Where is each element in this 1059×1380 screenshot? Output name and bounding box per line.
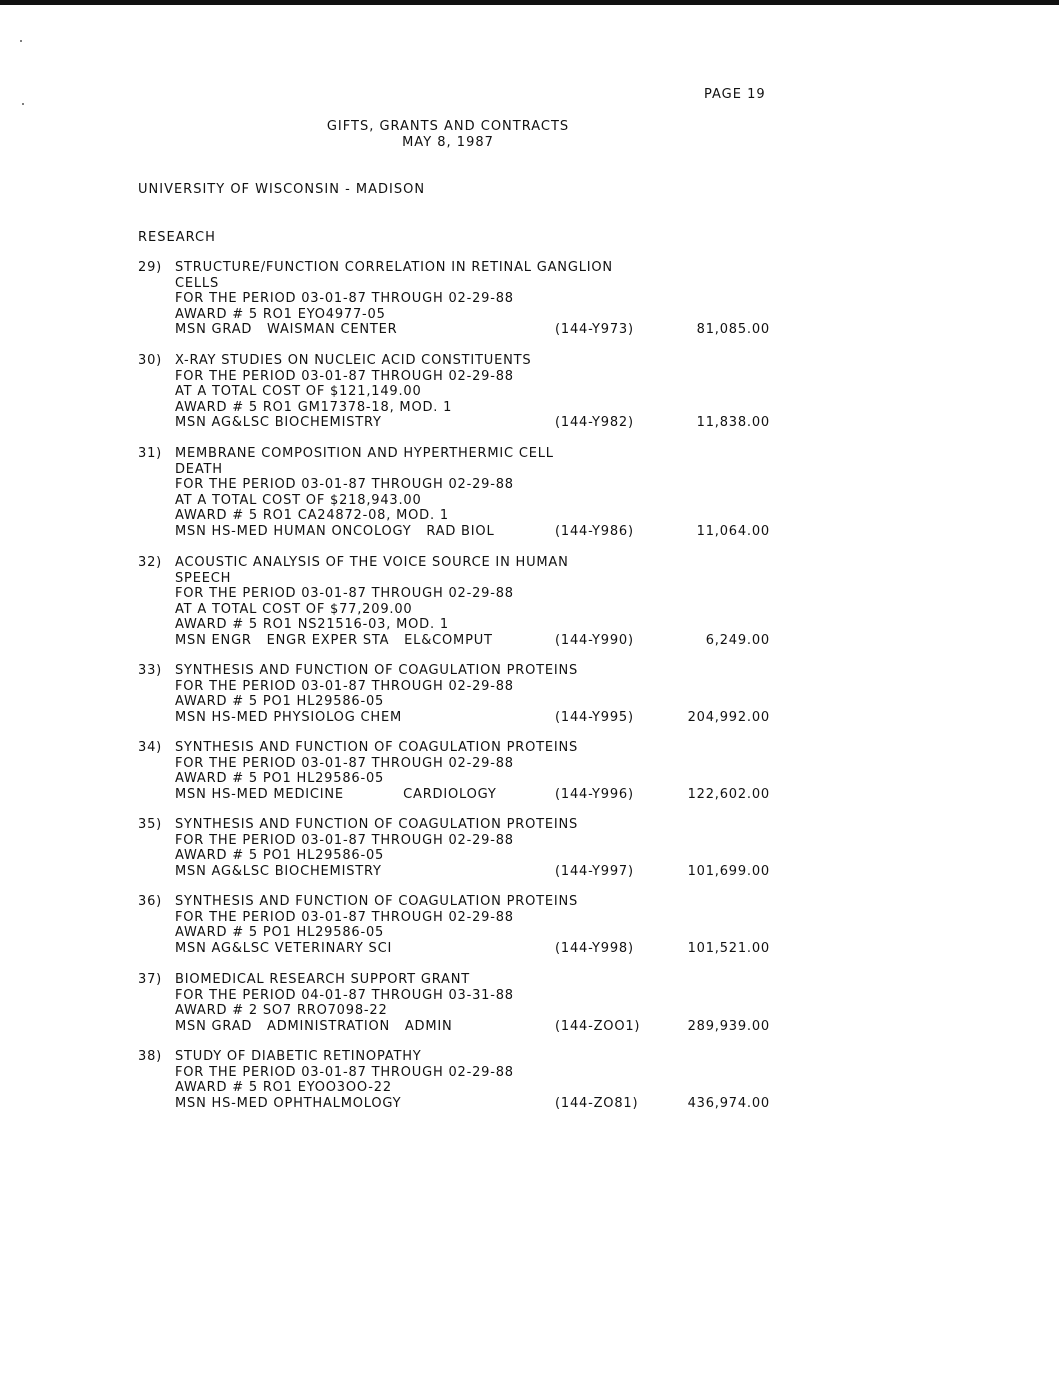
entry-period: FOR THE PERIOD 03-01-87 THROUGH 02-29-88 [175, 477, 514, 492]
entry-period: FOR THE PERIOD 04-01-87 THROUGH 03-31-88 [175, 987, 514, 1003]
entry-heading [138, 260, 778, 276]
entry-title: STRUCTURE/FUNCTION CORRELATION IN RETINAL GANGLION [175, 260, 613, 275]
entry-number: 34) [138, 740, 163, 755]
entry-department: MSN ENGR ENGR EXPER STA EL&COMPUT [175, 632, 493, 648]
entry-amount: 204,992.00 [687, 709, 770, 725]
entry-award: AWARD # 5 PO1 HL29586-05 [175, 925, 385, 940]
entry-department: MSN AG&LSC VETERINARY SCI [175, 940, 393, 956]
entry-period: FOR THE PERIOD 03-01-87 THROUGH 02-29-88 [175, 586, 514, 601]
entry-number: 38) [138, 1049, 163, 1064]
entry-dept-row [138, 787, 778, 803]
entry-award: AWARD # 5 RO1 EYOO3OO-22 [175, 1080, 392, 1095]
entry-title: SYNTHESIS AND FUNCTION OF COAGULATION PROTEINS [175, 740, 579, 755]
entry-account-code: (144-Y973) [555, 322, 634, 337]
entry-period: FOR THE PERIOD 03-01-87 THROUGH 02-29-88 [175, 832, 514, 848]
entry-award: AWARD # 2 SO7 RRO7098-22 [175, 1003, 388, 1018]
entry-award: AWARD # 5 PO1 HL29586-05 [175, 694, 385, 709]
entry-award: AWARD # 5 RO1 EYO4977-05 [175, 306, 386, 322]
entry-department: MSN AG&LSC BIOCHEMISTRY [175, 863, 382, 879]
entry-amount: 11,064.00 [696, 523, 770, 539]
entry-cost: AT A TOTAL COST OF $218,943.00 [175, 492, 422, 508]
entry-period: FOR THE PERIOD 03-01-87 THROUGH 02-29-88 [175, 678, 514, 694]
entry-amount: 101,521.00 [687, 940, 770, 956]
entry-amount: 436,974.00 [687, 1095, 770, 1111]
entry-number: 31) [138, 446, 163, 461]
entry-title-cont: DEATH [175, 461, 223, 477]
entry-number: 32) [138, 555, 163, 570]
entry-department: MSN GRAD ADMINISTRATION ADMIN [175, 1018, 453, 1034]
scan-edge [0, 0, 1059, 5]
entry-account-code: (144-Y997) [555, 863, 634, 879]
grant-entry [138, 663, 778, 725]
scan-speck [22, 103, 24, 105]
entry-heading [138, 894, 778, 910]
entry-dept-row [138, 710, 778, 726]
entry-account-code: (144-ZO81) [555, 1095, 639, 1111]
entry-period: FOR THE PERIOD 03-01-87 THROUGH 02-29-88 [175, 755, 514, 771]
entry-title: X-RAY STUDIES ON NUCLEIC ACID CONSTITUENTS [175, 353, 532, 368]
grant-entry [138, 740, 778, 802]
entry-title: SYNTHESIS AND FUNCTION OF COAGULATION PROTEINS [175, 817, 579, 832]
entry-department: MSN HS-MED OPHTHALMOLOGY [175, 1095, 402, 1111]
entry-heading [138, 446, 778, 462]
entry-period: FOR THE PERIOD 03-01-87 THROUGH 02-29-88 [175, 291, 514, 306]
entry-period: FOR THE PERIOD 03-01-87 THROUGH 02-29-88 [175, 909, 514, 925]
entry-amount: 6,249.00 [705, 632, 770, 648]
entry-heading [138, 1049, 778, 1065]
section-heading: RESEARCH [138, 230, 216, 245]
entry-heading [138, 555, 778, 571]
entry-number: 29) [138, 260, 163, 275]
grant-entry [138, 817, 778, 879]
entry-title: ACOUSTIC ANALYSIS OF THE VOICE SOURCE IN HUMAN [175, 555, 569, 570]
institution-name: UNIVERSITY OF WISCONSIN - MADISON [138, 182, 426, 197]
grant-entry [138, 260, 778, 338]
entry-dept-row [138, 864, 778, 880]
entry-period: FOR THE PERIOD 03-01-87 THROUGH 02-29-88 [175, 1064, 514, 1080]
entry-account-code: (144-Y998) [555, 940, 634, 956]
entry-department: MSN HS-MED HUMAN ONCOLOGY RAD BIOL [175, 523, 495, 539]
entry-heading [138, 972, 778, 988]
entry-award: AWARD # 5 RO1 GM17378-18, MOD. 1 [175, 399, 453, 415]
document-title [0, 119, 896, 151]
scan-speck [20, 40, 22, 42]
entry-department: MSN GRAD WAISMAN CENTER [175, 322, 398, 337]
entry-account-code: (144-Y990) [555, 632, 634, 648]
entry-amount: 122,602.00 [687, 786, 770, 802]
entry-dept-row [138, 322, 778, 338]
entry-department: MSN HS-MED PHYSIOLOG CHEM [175, 709, 402, 725]
entry-title: BIOMEDICAL RESEARCH SUPPORT GRANT [175, 972, 470, 987]
entry-heading [138, 353, 778, 369]
entry-department: MSN AG&LSC BIOCHEMISTRY [175, 415, 382, 430]
entry-award: AWARD # 5 RO1 NS21516-03, MOD. 1 [175, 617, 449, 632]
entry-title: MEMBRANE COMPOSITION AND HYPERTHERMIC CELL [175, 446, 554, 461]
entry-number: 36) [138, 894, 163, 909]
entry-heading [138, 663, 778, 679]
page-number: PAGE 19 [704, 87, 766, 102]
entry-cost: AT A TOTAL COST OF $77,209.00 [175, 601, 413, 617]
entry-dept-row [138, 415, 778, 431]
grant-entry [138, 446, 778, 539]
entry-amount: 101,699.00 [687, 863, 770, 879]
entry-account-code: (144-Y982) [555, 415, 634, 430]
entry-account-code: (144-Y996) [555, 786, 634, 802]
entry-dept-row [138, 1096, 778, 1112]
entry-award: AWARD # 5 PO1 HL29586-05 [175, 848, 385, 863]
entry-amount: 11,838.00 [696, 415, 770, 430]
entry-account-code: (144-Y986) [555, 523, 634, 539]
grant-entry [138, 972, 778, 1034]
entry-heading [138, 817, 778, 833]
entry-title-cont: CELLS [175, 275, 220, 291]
entry-cost: AT A TOTAL COST OF $121,149.00 [175, 384, 422, 399]
entry-dept-row [138, 941, 778, 957]
entry-award: AWARD # 5 PO1 HL29586-05 [175, 771, 385, 786]
title-line-2: MAY 8, 1987 [402, 135, 494, 150]
entry-title-cont: SPEECH [175, 570, 232, 586]
entry-number: 30) [138, 353, 163, 368]
entry-title: STUDY OF DIABETIC RETINOPATHY [175, 1049, 422, 1064]
grant-entry [138, 555, 778, 648]
entry-account-code: (144-Y995) [555, 709, 634, 725]
entry-award: AWARD # 5 RO1 CA24872-08, MOD. 1 [175, 508, 449, 523]
grant-entry [138, 353, 778, 431]
entry-department: MSN HS-MED MEDICINE CARDIOLOGY [175, 786, 497, 802]
entry-title: SYNTHESIS AND FUNCTION OF COAGULATION PROTEINS [175, 663, 579, 678]
title-line-1: GIFTS, GRANTS AND CONTRACTS [326, 119, 570, 134]
grant-entry [138, 1049, 778, 1111]
entry-dept-row [138, 1019, 778, 1035]
entry-period: FOR THE PERIOD 03-01-87 THROUGH 02-29-88 [175, 368, 514, 384]
entry-account-code: (144-ZOO1) [555, 1018, 641, 1034]
grant-entry [138, 894, 778, 956]
entry-title: SYNTHESIS AND FUNCTION OF COAGULATION PROTEINS [175, 894, 579, 909]
entry-number: 35) [138, 817, 163, 832]
entry-number: 33) [138, 663, 163, 678]
entry-amount: 81,085.00 [696, 322, 770, 337]
entry-dept-row [138, 524, 778, 540]
entry-amount: 289,939.00 [687, 1018, 770, 1034]
entry-dept-row [138, 633, 778, 649]
entry-number: 37) [138, 972, 163, 987]
entry-heading [138, 740, 778, 756]
